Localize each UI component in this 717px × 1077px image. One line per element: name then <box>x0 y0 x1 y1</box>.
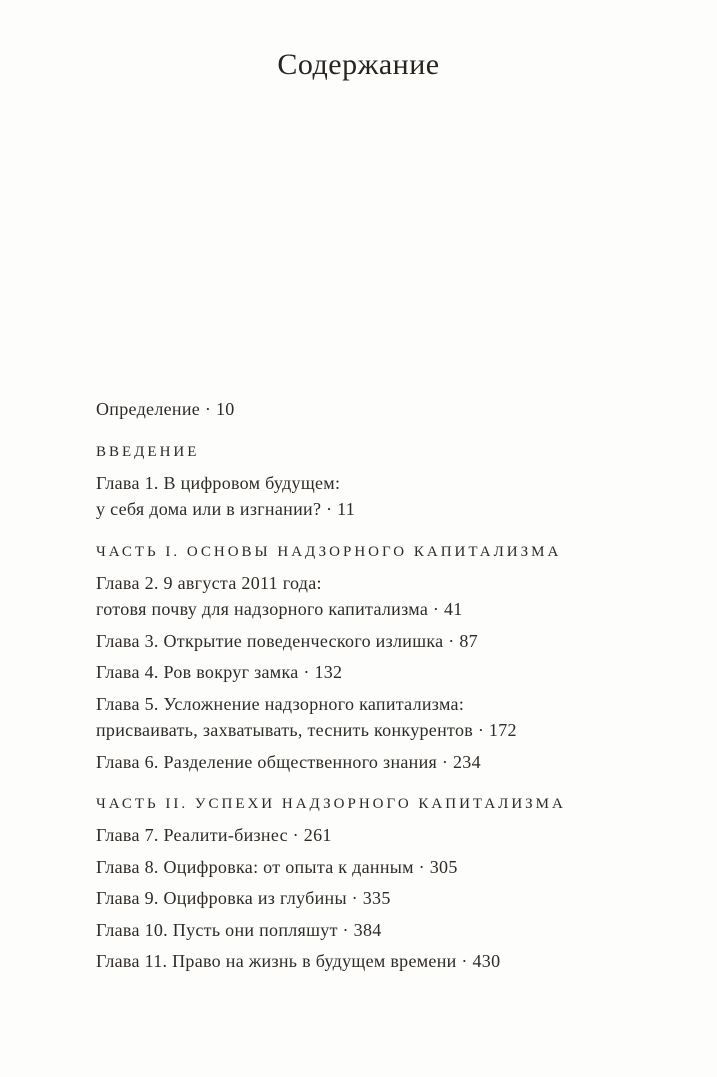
toc-entry <box>96 948 677 975</box>
toc-entry-line: Глава 2. 9 августа 2011 года: <box>96 572 322 593</box>
toc-entry-line: у себя дома или в изгнании? · 11 <box>96 499 356 519</box>
toc-entry-line: Определение · 10 <box>96 399 235 419</box>
toc-entry-line: Глава 7. Реалити-бизнес · 261 <box>96 825 332 845</box>
toc-entry-line: Глава 10. Пусть они попляшут · 384 <box>96 919 382 940</box>
toc-entry-line: Глава 11. Право на жизнь в будущем времени · 430 <box>96 951 501 971</box>
toc-entry-line: Глава 6. Разделение общественного знания · 234 <box>96 751 481 772</box>
toc-entry-line: Глава 1. В цифровом будущем: <box>96 472 341 493</box>
toc-section-heading: ЧАСТЬ I. ОСНОВЫ НАДЗОРНОГО КАПИТАЛИЗМА <box>96 543 562 560</box>
toc-entry <box>96 749 677 776</box>
toc-entry-line: Глава 4. Ров вокруг замка · 132 <box>96 662 343 682</box>
toc-entry <box>96 854 677 881</box>
toc-entry-line: Глава 5. Усложнение надзорного капитализма: <box>96 693 465 714</box>
toc-entry <box>96 822 677 849</box>
toc-entry-line: Глава 9. Оцифровка из глубины · 335 <box>96 888 391 908</box>
toc-entry-line: присваивать, захватывать, теснить конкурентов · 172 <box>96 720 517 740</box>
table-of-contents <box>0 84 717 975</box>
toc-section-heading: ЧАСТЬ II. УСПЕХИ НАДЗОРНОГО КАПИТАЛИЗМА <box>96 796 566 812</box>
toc-entry-line: Глава 8. Оцифровка: от опыта к данным · 305 <box>96 856 458 877</box>
toc-entry-line: Глава 3. Открытие поведенческого излишка · 87 <box>96 630 478 651</box>
toc-entry <box>96 396 677 423</box>
toc-entry <box>96 470 677 523</box>
toc-entry <box>96 917 677 944</box>
toc-entry <box>96 691 677 744</box>
toc-entry <box>96 659 677 686</box>
toc-entry-line: готовя почву для надзорного капитализма · 41 <box>96 599 463 619</box>
toc-section-heading: ВВЕДЕНИЕ <box>96 443 200 460</box>
toc-entry <box>96 570 677 623</box>
toc-entry <box>96 885 677 912</box>
toc-entry <box>96 628 677 655</box>
page-title: Содержание <box>277 48 440 81</box>
